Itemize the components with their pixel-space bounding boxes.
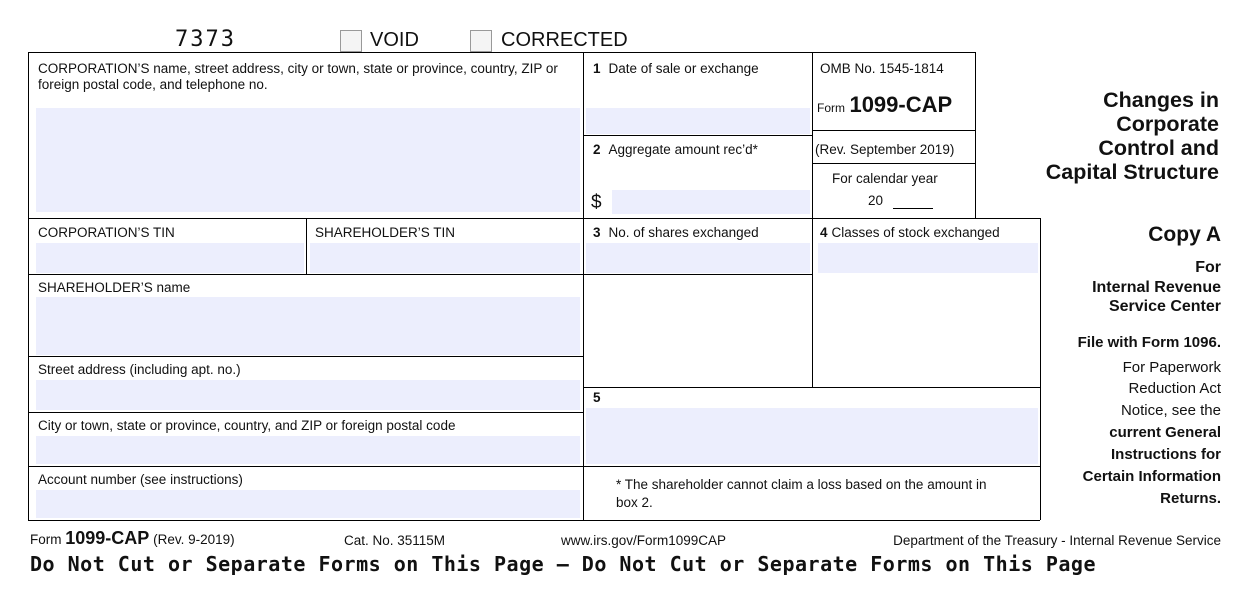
form-title (1046, 88, 1219, 184)
box2-number: 2 (593, 142, 601, 157)
box2-amount-field[interactable] (612, 190, 810, 214)
box5-number: 5 (593, 390, 601, 405)
box2-label (593, 142, 758, 158)
footer-form-id (30, 528, 235, 549)
corporation-name-field[interactable] (36, 108, 580, 212)
form-name: 1099-CAP (849, 92, 953, 117)
shareholder-name-label: SHAREHOLDER’S name (38, 280, 191, 295)
footer-url[interactable]: www.irs.gov/Form1099CAP (561, 533, 727, 548)
divider-h-box1 (583, 135, 812, 136)
footer-cat-number: Cat. No. 35115M (344, 533, 446, 548)
box2-text: Aggregate amount rec’d* (608, 142, 758, 157)
divider-h-row3 (28, 274, 812, 275)
title-line-1: Changes in (1103, 88, 1219, 112)
box3-number: 3 (593, 225, 601, 240)
box4-number: 4 (820, 225, 828, 240)
void-checkbox[interactable] (340, 30, 362, 52)
title-line-4: Capital Structure (1045, 160, 1219, 184)
paperwork-line-6: Certain Information (1082, 468, 1221, 485)
box4-text: Classes of stock exchanged (831, 225, 1000, 240)
divider-v4 (1040, 218, 1041, 520)
box4-label (820, 225, 1000, 241)
for-label: For (1195, 259, 1221, 276)
shareholder-tin-label: SHAREHOLDER’S TIN (315, 225, 456, 240)
revision-date: (Rev. September 2019) (815, 142, 955, 157)
irs-line-2: Service Center (1108, 298, 1221, 315)
shareholder-tin-field[interactable] (310, 243, 580, 273)
paperwork-line-7: Returns. (1160, 490, 1221, 507)
account-number-label: Account number (see instructions) (38, 472, 243, 487)
divider-h-city (28, 412, 583, 413)
corporation-tin-field[interactable] (36, 243, 304, 273)
divider-h-street (28, 356, 583, 357)
divider-v1 (583, 52, 584, 520)
account-number-field[interactable] (36, 490, 580, 518)
divider-v3 (975, 52, 976, 218)
footer-rev: (Rev. 9-2019) (153, 532, 235, 547)
box1-text: Date of sale or exchange (608, 61, 759, 76)
box3-label (593, 225, 759, 241)
corrected-checkbox[interactable] (470, 30, 492, 52)
copy-label: Copy A (1148, 223, 1221, 246)
city-field[interactable] (36, 436, 580, 464)
box1-date-field[interactable] (586, 108, 810, 134)
corporation-name-label: CORPORATION’S name, street address, city or town, state or province, country, ZIP or foreign postal code, and telephone no. (38, 61, 558, 92)
divider-h-rev (812, 163, 975, 164)
box1-number: 1 (593, 61, 601, 76)
void-label: VOID (370, 29, 419, 51)
street-address-label: Street address (including apt. no.) (38, 362, 241, 377)
divider-tin (306, 218, 307, 274)
irs-line-1: Internal Revenue (1092, 279, 1221, 296)
divider-h-row2 (28, 218, 1040, 219)
divider-h-account (28, 466, 1040, 467)
form-left-border (28, 52, 29, 520)
form-prefix: Form (817, 101, 845, 115)
footer-form-name: 1099-CAP (65, 528, 150, 548)
title-line-2: Corporate (1116, 112, 1219, 136)
box2-footnote: * The shareholder cannot claim a loss based on the amount in box 2. (616, 477, 987, 510)
paperwork-line-3: Notice, see the (1120, 402, 1221, 419)
paperwork-line-2: Reduction Act (1128, 380, 1221, 397)
footer-form-prefix: Form (30, 532, 62, 547)
paperwork-line-1: For Paperwork (1122, 359, 1221, 376)
form-top-border (28, 52, 976, 53)
box3-shares-field[interactable] (586, 243, 810, 273)
title-line-3: Control and (1098, 136, 1219, 160)
street-address-field[interactable] (36, 380, 580, 410)
form-name-block (817, 92, 952, 118)
divider-h-form (812, 130, 975, 131)
box1-label (593, 61, 759, 77)
corrected-label: CORRECTED (501, 29, 628, 51)
divider-v2 (812, 52, 813, 387)
do-not-cut-notice: Do Not Cut or Separate Forms on This Page — Do Not Cut or Separate Forms on This Page (30, 552, 1096, 576)
shareholder-name-field[interactable] (36, 297, 580, 355)
paperwork-line-4: current General (1109, 424, 1221, 441)
divider-h-box5 (583, 387, 1040, 388)
city-label: City or town, state or province, country, and ZIP or foreign postal code (38, 418, 456, 433)
box4-classes-field[interactable] (818, 243, 1038, 273)
file-with-form-1096: File with Form 1096. (1077, 334, 1221, 351)
box3-text: No. of shares exchanged (608, 225, 759, 240)
omb-number: OMB No. 1545-1814 (820, 61, 944, 76)
box5-field[interactable] (586, 408, 1038, 464)
box5-label (593, 390, 609, 406)
footer-department: Department of the Treasury - Internal Revenue Service (893, 533, 1221, 548)
calendar-year-input[interactable] (893, 208, 933, 209)
calendar-year-label: For calendar year (832, 171, 938, 186)
paperwork-line-5: Instructions for (1110, 446, 1221, 463)
form-bottom-border (28, 520, 1040, 521)
form-code: 7373 (175, 27, 236, 52)
corporation-tin-label: CORPORATION’S TIN (38, 225, 175, 240)
calendar-year-prefix: 20 (868, 193, 884, 208)
dollar-sign: $ (591, 192, 602, 213)
